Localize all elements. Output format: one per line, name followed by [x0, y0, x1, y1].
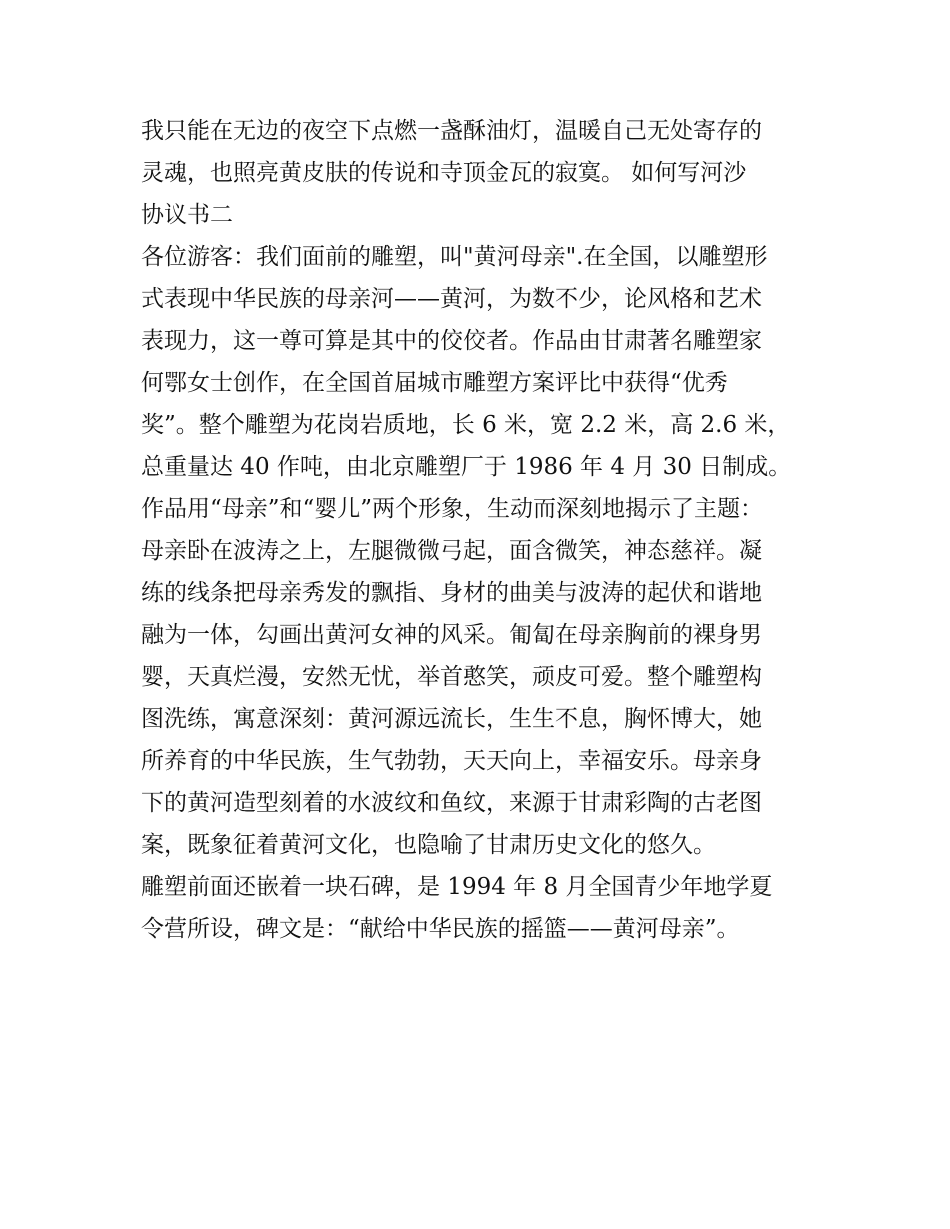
- text-line: 各位游客：我们面前的雕塑，叫"黄河母亲".在全国，以雕塑形: [141, 244, 768, 270]
- text-line: 练的线条把母亲秀发的飘指、身材的曲美与波涛的起伏和谐地: [141, 580, 762, 606]
- text-line: 下的黄河造型刻着的水波纹和鱼纹，来源于甘肃彩陶的古老图: [141, 790, 762, 816]
- text-line: 总重量达 40 作吨，由北京雕塑厂于 1986 年 4 月 30 日制成。: [141, 454, 792, 480]
- text-line: 雕塑前面还嵌着一块石碑，是 1994 年 8 月全国青少年地学夏: [141, 874, 773, 900]
- text-line: 令营所设，碑文是：“献给中华民族的摇篮——黄河母亲”。: [141, 916, 740, 942]
- text-line: 所养育的中华民族，生气勃勃，天天向上，幸福安乐。母亲身: [141, 748, 762, 774]
- text-line: 灵魂，也照亮黄皮肤的传说和寺顶金瓦的寂寞。 如何写河沙: [141, 160, 747, 186]
- text-line: 我只能在无边的夜空下点燃一盏酥油灯，温暖自己无处寄存的: [141, 118, 762, 144]
- text-line: 案，既象征着黄河文化，也隐喻了甘肃历史文化的悠久。: [141, 832, 716, 858]
- text-line: 作品用“母亲”和“婴儿”两个形象，生动而深刻地揭示了主题：: [141, 496, 764, 522]
- section-heading: 协议书二: [141, 202, 233, 228]
- text-line: 何鄂女士创作，在全国首届城市雕塑方案评比中获得“优秀: [141, 370, 728, 396]
- text-line: 母亲卧在波涛之上，左腿微微弓起，面含微笑，神态慈祥。凝: [141, 538, 762, 564]
- text-line: 图洗练，寓意深刻：黄河源远流长，生生不息，胸怀博大，她: [141, 706, 762, 732]
- text-line: 婴，天真烂漫，安然无忧，举首憨笑，顽皮可爱。整个雕塑构: [141, 664, 762, 690]
- body-text: [141, 110, 821, 950]
- text-line: 奖”。整个雕塑为花岗岩质地，长 6 米，宽 2.2 米，高 2.6 米，: [141, 412, 791, 438]
- text-line: 表现力，这一尊可算是其中的佼佼者。作品由甘肃著名雕塑家: [141, 328, 762, 354]
- text-line: 式表现中华民族的母亲河——黄河，为数不少，论风格和艺术: [141, 286, 762, 312]
- text-line: 融为一体，勾画出黄河女神的风采。匍匐在母亲胸前的裸身男: [141, 622, 762, 648]
